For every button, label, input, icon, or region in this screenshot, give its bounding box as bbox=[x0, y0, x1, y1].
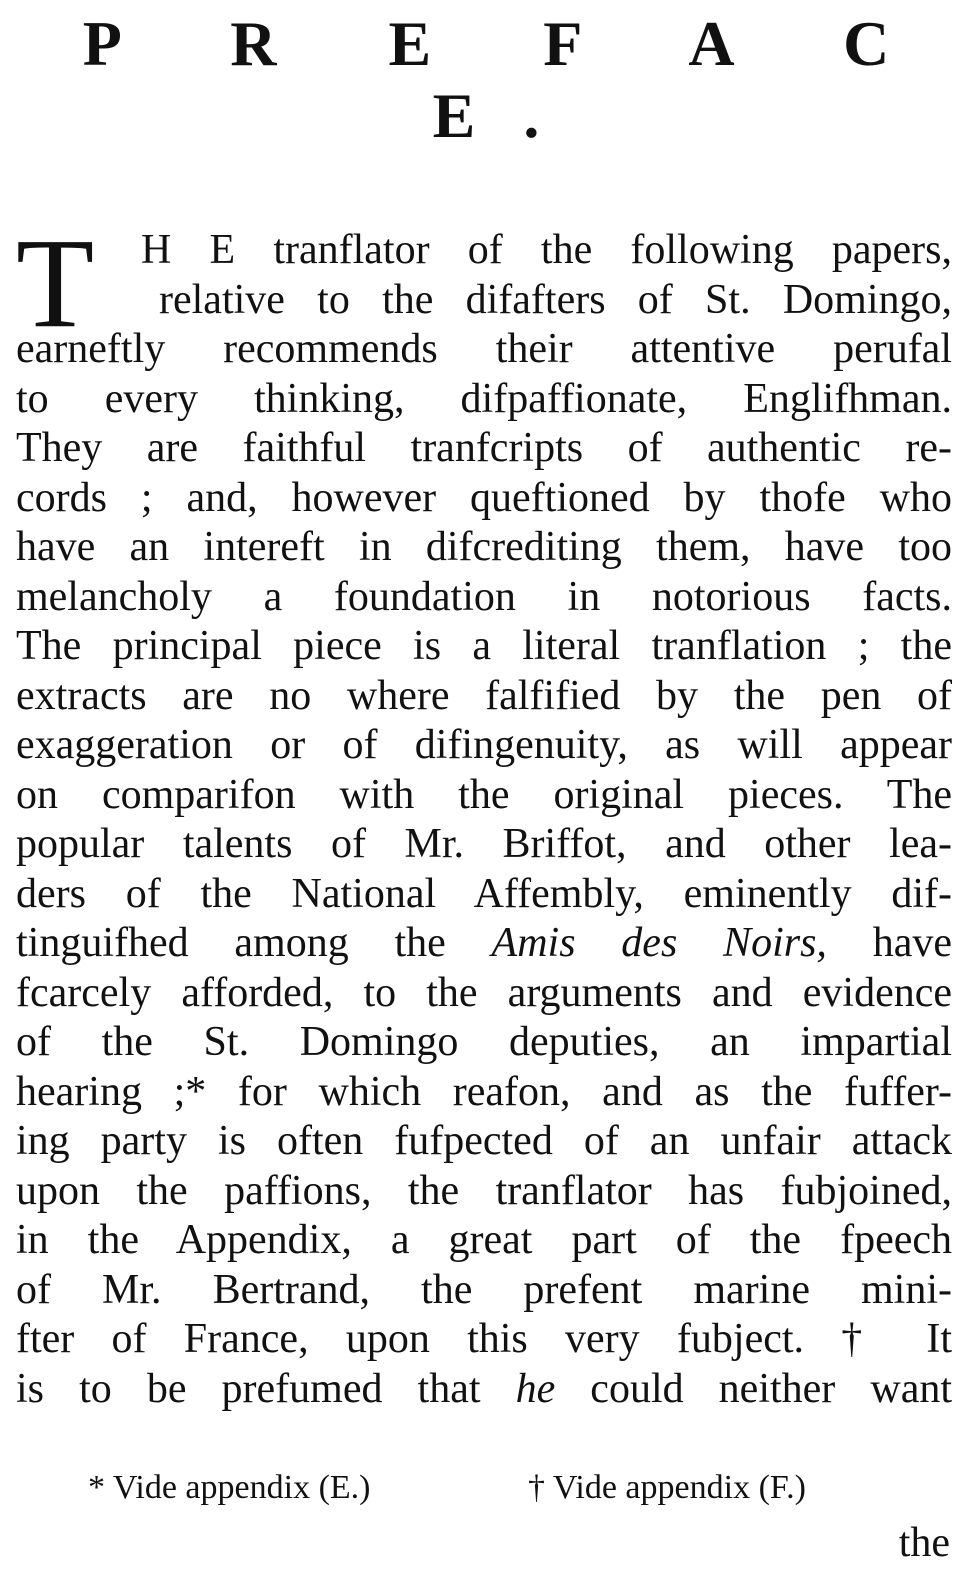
text-line: cords ; and, however queftioned by thofe who bbox=[16, 474, 952, 521]
text-line: of Mr. Bertrand, the prefent marine mini- bbox=[16, 1266, 952, 1313]
preface-body bbox=[16, 212, 952, 1414]
text-line: fter of France, upon this very fubject. † It bbox=[16, 1316, 952, 1362]
drop-cap: T bbox=[16, 212, 95, 354]
text-line: hearing ;* for which reafon, and as the fuffer- bbox=[16, 1068, 952, 1115]
text-run: tinguifhed among the bbox=[16, 920, 492, 966]
text-line: upon the paffions, the tranflator has fubjoined, bbox=[16, 1167, 952, 1214]
text-line: melancholy a foundation in notorious facts. bbox=[16, 573, 952, 620]
text-line: in the Appendix, a great part of the fpeech bbox=[16, 1217, 952, 1263]
text-line-mixed bbox=[16, 1365, 952, 1415]
text-run: have bbox=[826, 920, 952, 966]
text-line: have an intereft in difcrediting them, have too bbox=[16, 524, 952, 570]
footnote-first: * Vide appendix (E.) bbox=[88, 1469, 371, 1506]
text-run: is to be prefumed that bbox=[16, 1365, 516, 1412]
text-line: extracts are no where falfified by the pen of bbox=[16, 672, 952, 719]
text-line: of the St. Domingo deputies, an impartial bbox=[16, 1019, 952, 1065]
page-heading: P R E F A C E. bbox=[82, 8, 938, 151]
text-run: could neither want bbox=[555, 1365, 952, 1412]
text-line: ing party is often fufpected of an unfair attack bbox=[16, 1118, 952, 1164]
text-line: relative to the difafters of St. Domingo, bbox=[159, 276, 952, 323]
text-line: popular talents of Mr. Briffot, and other lea- bbox=[16, 821, 952, 867]
text-line: earneftly recommends their attentive perufal bbox=[16, 326, 952, 372]
text-line: fcarcely afforded, to the arguments and evidence bbox=[16, 969, 952, 1016]
footnote-second: † Vide appendix (F.) bbox=[528, 1469, 806, 1506]
text-line: The principal piece is a literal tranflation ; the bbox=[16, 623, 952, 669]
text-line: H E tranflator of the following papers, bbox=[141, 227, 952, 273]
italic-phrase: Amis des Noirs, bbox=[491, 920, 827, 966]
catchword: the bbox=[898, 1520, 950, 1566]
text-line: ders of the National Affembly, eminently dif- bbox=[16, 870, 952, 917]
text-line: to every thinking, difpaffionate, Englifhman. bbox=[16, 375, 952, 422]
text-line: exaggeration or of difingenuity, as will appear bbox=[16, 722, 952, 768]
italic-word: he bbox=[515, 1365, 556, 1412]
text-line: on comparifon with the original pieces. The bbox=[16, 771, 952, 818]
text-line: They are faithful tranfcripts of authentic re- bbox=[16, 425, 952, 471]
text-line-mixed bbox=[16, 919, 952, 969]
